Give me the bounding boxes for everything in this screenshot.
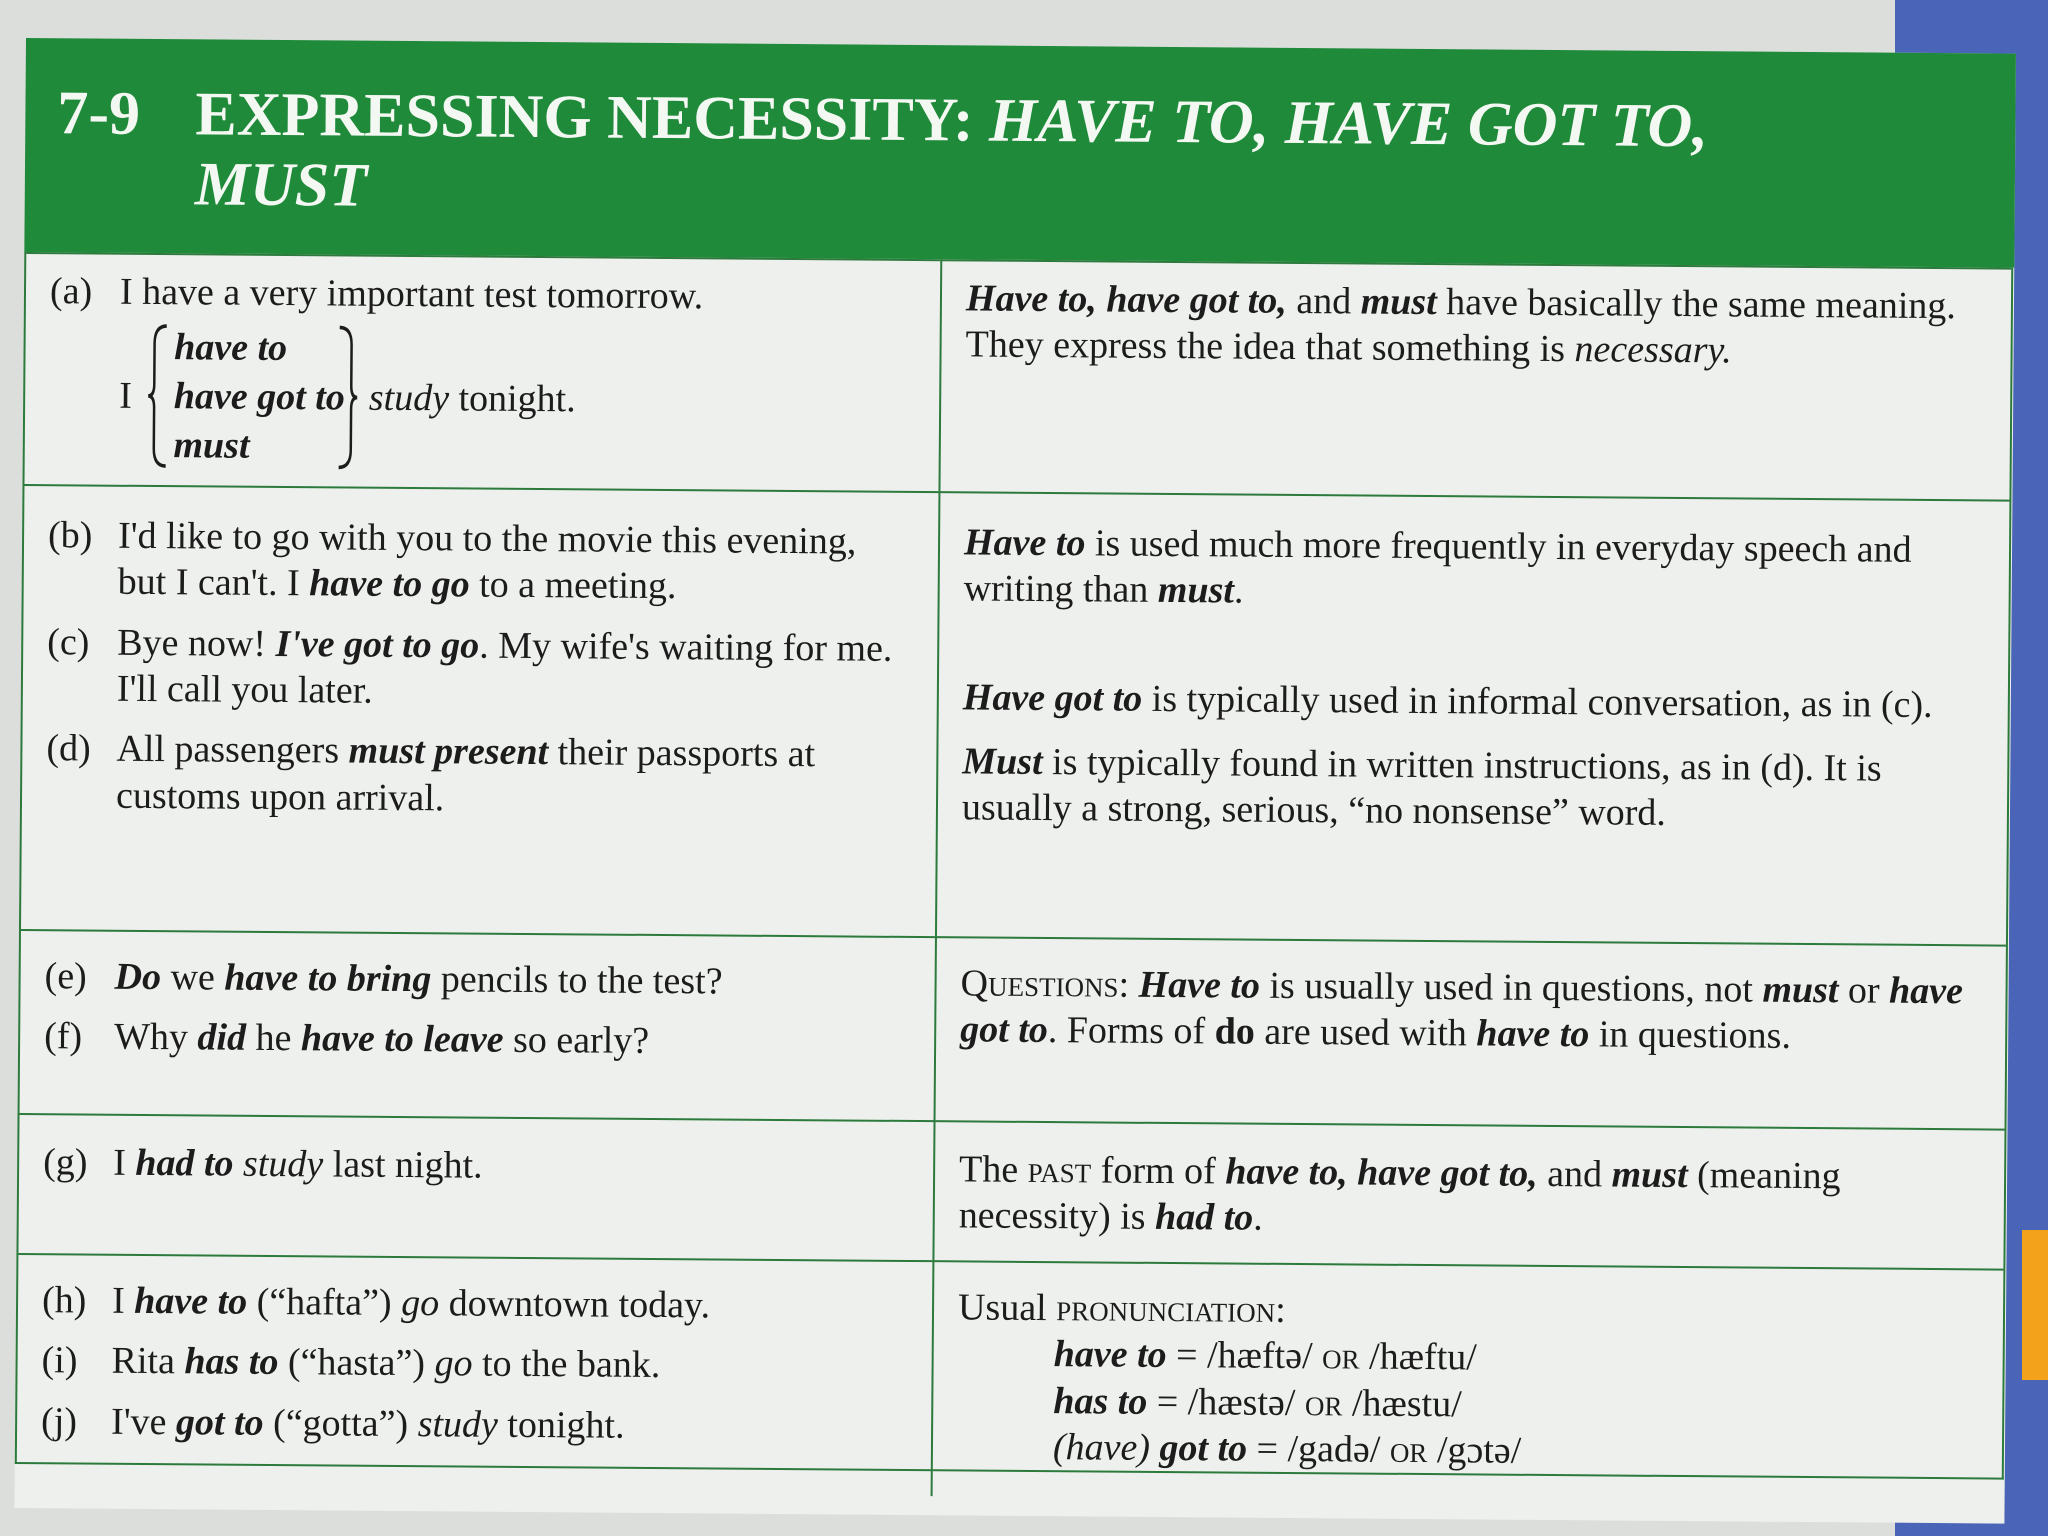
grammar-chart — [15, 252, 2013, 1480]
examples-cell-ef — [20, 929, 935, 1120]
example-g: (g) I had to study last night. — [43, 1141, 483, 1187]
explanation-b: Have to is used much more frequently in everyday speech and writing than must. — [963, 521, 1912, 612]
examples-cell-bcd — [21, 484, 938, 936]
textbook-page — [14, 38, 2015, 1524]
pronunciation-got-to: (have) got to = /gadə/ or /gɔtə/ — [1052, 1426, 1522, 1472]
brace-example: I have to have got to must study tonight. — [119, 323, 916, 475]
option-have-got-to: have got to — [173, 375, 345, 419]
explanation-cell-3: Questions: Have to is usually used in questions, not must or have got to. Forms of do are used with have to in questions. — [934, 936, 2006, 1128]
brace-options — [145, 323, 359, 471]
slide-accent-tab — [2022, 1230, 2048, 1380]
examples-cell-g — [18, 1113, 933, 1260]
right-brace-icon — [336, 325, 359, 471]
pronunciation-have-to: have to = /hæftə/ or /hæftu/ — [1053, 1333, 1477, 1379]
example-d: (d) All passengers must present their passports at customs upon arrival. — [46, 727, 816, 820]
explanation-cell-5 — [931, 1260, 2004, 1504]
explanation-cell-2 — [935, 491, 2009, 944]
example-j: (j) I've got to (“gotta”) study tonight. — [40, 1399, 625, 1447]
examples-cell-hij — [17, 1253, 933, 1496]
examples-cell-a — [24, 252, 940, 491]
example-a: (a) I have a very important test tomorrow. — [49, 270, 704, 318]
explanation-cell-1: Have to, have got to, and must have basically the same meaning. They express the idea that something is necessary. — [938, 259, 2011, 499]
pronunciation-has-to: has to = /hæstə/ or /hæstu/ — [1053, 1379, 1462, 1426]
explanation-c: Have got to is typically used in informal conversation, as in (c). — [962, 676, 1933, 726]
example-h: (h) I have to (“hafta”) go downtown today. — [41, 1279, 711, 1327]
pronunciation-heading: Usual pronunciation: — [957, 1286, 1286, 1331]
explanation-d: Must is typically found in written instructions, as in (d). It is usually a strong, serious, “no nonsense” word. — [961, 740, 1882, 835]
option-must: must — [173, 423, 250, 467]
section-title-line2: MUST — [194, 150, 368, 220]
example-i: (i) Rita has to (“hasta”) go to the bank. — [41, 1339, 661, 1387]
example-c: (c) Bye now! I've got to go. My wife's waiting for me. I'll call you later. — [47, 620, 893, 712]
example-b: (b) I'd like to go with you to the movie this evening, but I can't. I have to go to a meeting. — [47, 514, 857, 608]
left-brace-icon — [145, 323, 168, 469]
chart-header — [24, 38, 2016, 268]
section-title: EXPRESSING NECESSITY: HAVE TO, HAVE GOT TO, — [195, 80, 1709, 161]
explanation-cell-4: The past form of have to, have got to, and must (meaning necessity) is had to. — [932, 1120, 2004, 1268]
example-f: (f) Why did he have to leave so early? — [43, 1015, 650, 1063]
option-have-to: have to — [174, 326, 288, 370]
section-number: 7-9 — [57, 79, 141, 148]
example-e: (e) Do we have to bring pencils to the test? — [44, 955, 723, 1003]
